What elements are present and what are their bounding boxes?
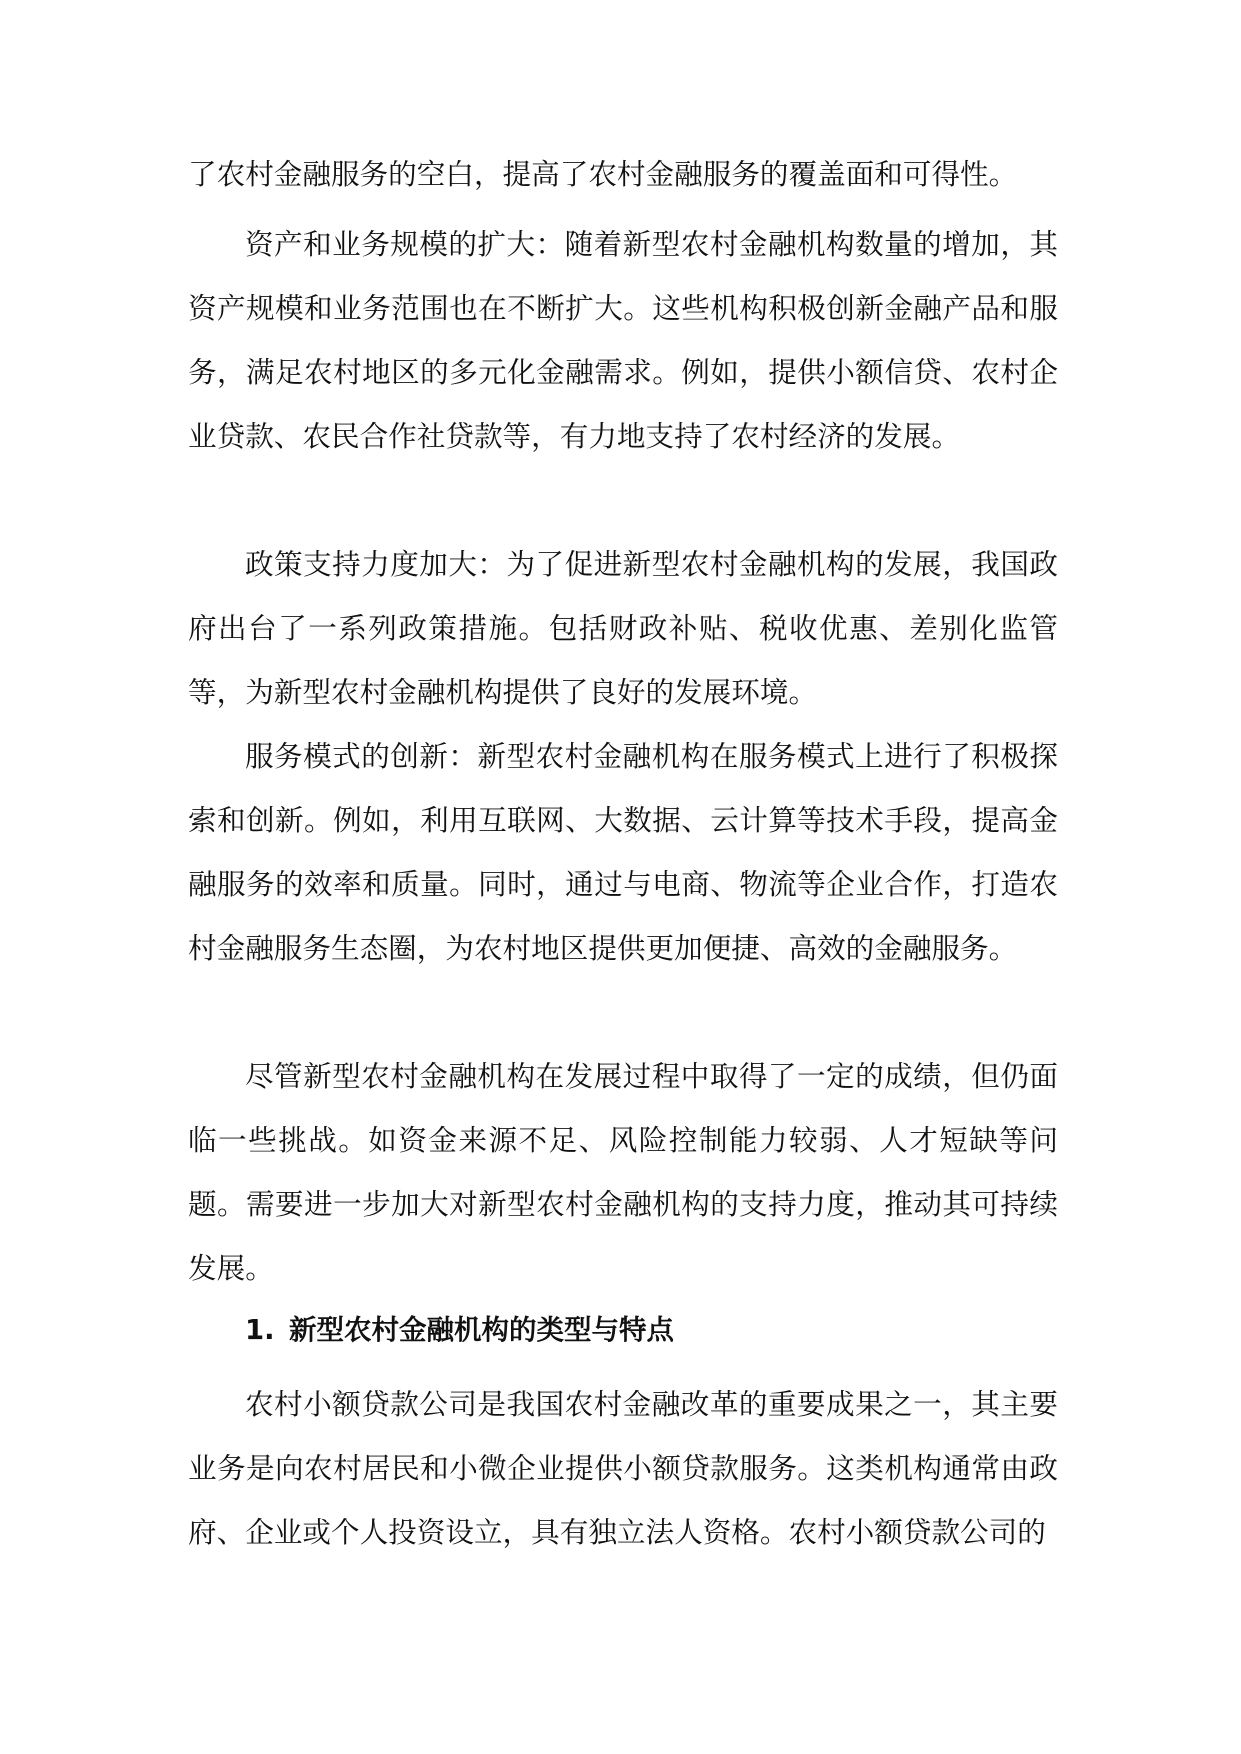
paragraph-asset-scale: 资产和业务规模的扩大：随着新型农村金融机构数量的增加，其资产规模和业务范围也在不断扩大。这些机构积极创新金融产品和服务，满足农村地区的多元化金融需求。例如，提供小额信贷、农村企业贷款、农民合作社贷款等，有力地支持了农村经济的发展。 [188, 227, 1058, 453]
paragraph-policy-support: 政策支持力度加大：为了促进新型农村金融机构的发展，我国政府出台了一系列政策措施。包括财政补贴、税收优惠、差别化监管等，为新型农村金融机构提供了良好的发展环境。 [188, 547, 1058, 709]
section-heading-number: 1. [245, 1314, 275, 1346]
paragraph-continuation: 了农村金融服务的空白，提高了农村金融服务的覆盖面和可得性。 [188, 157, 1018, 191]
section-heading-text: 新型农村金融机构的类型与特点 [289, 1314, 674, 1346]
paragraph-service-innovation: 服务模式的创新：新型农村金融机构在服务模式上进行了积极探索和创新。例如，利用互联网、大数据、云计算等技术手段，提高金融服务的效率和质量。同时，通过与电商、物流等企业合作，打造农村金融服务生态圈，为农村地区提供更加便捷、高效的金融服务。 [188, 739, 1058, 965]
section-heading [245, 1298, 1045, 1362]
paragraph-challenges: 尽管新型农村金融机构在发展过程中取得了一定的成绩，但仍面临一些挑战。如资金来源不足、风险控制能力较弱、人才短缺等问题。需要进一步加大对新型农村金融机构的支持力度，推动其可持续发展。 [188, 1059, 1058, 1285]
paragraph-microloan-companies: 农村小额贷款公司是我国农村金融改革的重要成果之一，其主要业务是向农村居民和小微企业提供小额贷款服务。这类机构通常由政府、企业或个人投资设立，具有独立法人资格。农村小额贷款公司的 [188, 1387, 1058, 1549]
